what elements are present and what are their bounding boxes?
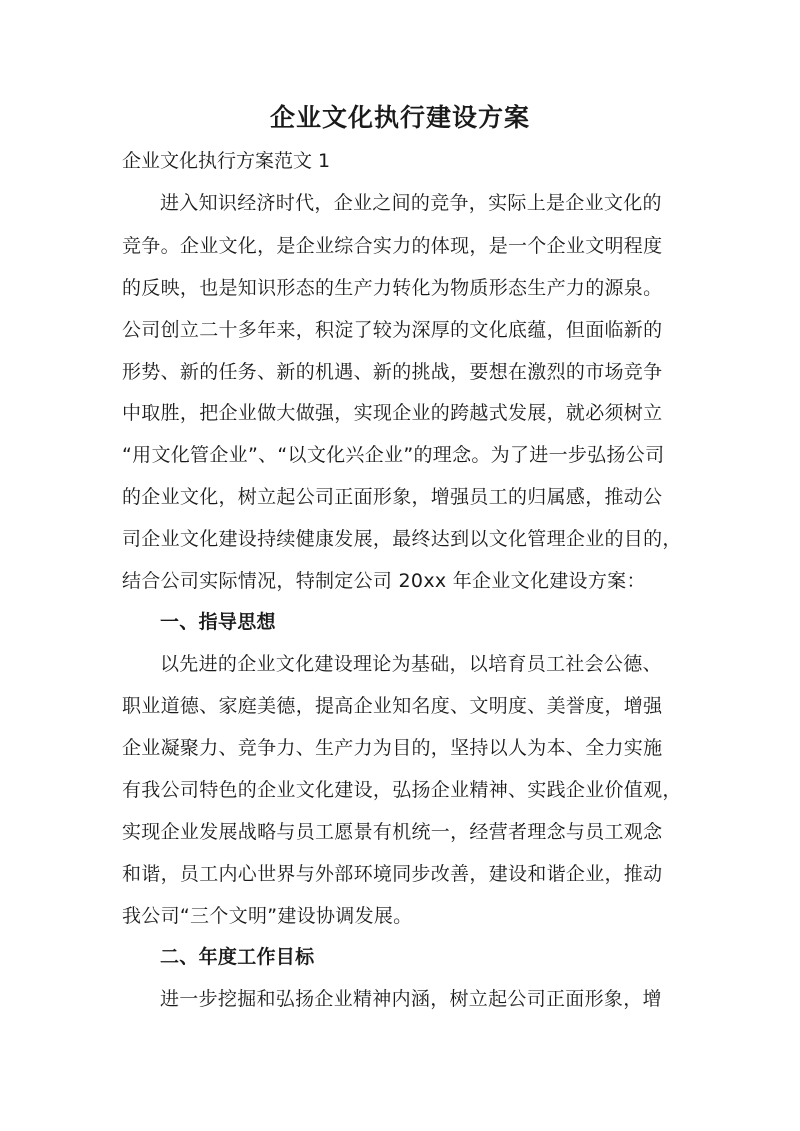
paragraph-line: 的企业文化，树立起公司正面形象，增强员工的归属感，推动公 [122, 486, 663, 508]
paragraph-line: 中取胜，把企业做大做强，实现企业的跨越式发展，就必须树立 [122, 402, 663, 424]
paragraph-line: 以先进的企业文化建设理论为基础，以培育员工社会公德、 [160, 653, 662, 675]
paragraph-line: 企业凝聚力、竞争力、生产力为目的，坚持以人为本、全力实施 [122, 737, 663, 759]
paragraph-line: 公司创立二十多年来，积淀了较为深厚的文化底蕴，但面临新的 [122, 319, 663, 341]
paragraph-line: 竞争。企业文化，是企业综合实力的体现，是一个企业文明程度 [122, 235, 663, 257]
paragraph-line: 进一步挖掘和弘扬企业精神内涵，树立起公司正面形象，增 [160, 988, 662, 1010]
paragraph-line: 我公司“三个文明”建设协调发展。 [122, 905, 413, 927]
paragraph-line: “用文化管企业”、“以文化兴企业”的理念。为了进一步弘扬公司 [122, 444, 665, 466]
paragraph-line: 和谐，员工内心世界与外部环境同步改善，建设和谐企业，推动 [122, 863, 663, 885]
paragraph-line: 司企业文化建设持续健康发展，最终达到以文化管理企业的目的， [122, 528, 682, 550]
paragraph-line: 有我公司特色的企业文化建设，弘扬企业精神、实践企业价值观， [122, 779, 682, 801]
paragraph-line: 结合公司实际情况，特制定公司 20xx 年企业文化建设方案： [122, 570, 646, 592]
paragraph-line: 形势、新的任务、新的机遇、新的挑战，要想在激烈的市场竞争 [122, 361, 663, 383]
document-title: 企业文化执行建设方案 [269, 103, 530, 132]
paragraph-line: 职业道德、家庭美德，提高企业知名度、文明度、美誉度，增强 [122, 695, 663, 717]
section-heading: 一、指导思想 [160, 611, 276, 633]
document-subtitle: 企业文化执行方案范文 1 [122, 150, 331, 172]
paragraph-line: 实现企业发展战略与员工愿景有机统一，经营者理念与员工观念 [122, 821, 663, 843]
section-heading: 二、年度工作目标 [160, 946, 315, 968]
paragraph-line: 的反映，也是知识形态的生产力转化为物质形态生产力的源泉。 [122, 277, 663, 299]
paragraph-line: 进入知识经济时代，企业之间的竞争，实际上是企业文化的 [160, 192, 662, 214]
